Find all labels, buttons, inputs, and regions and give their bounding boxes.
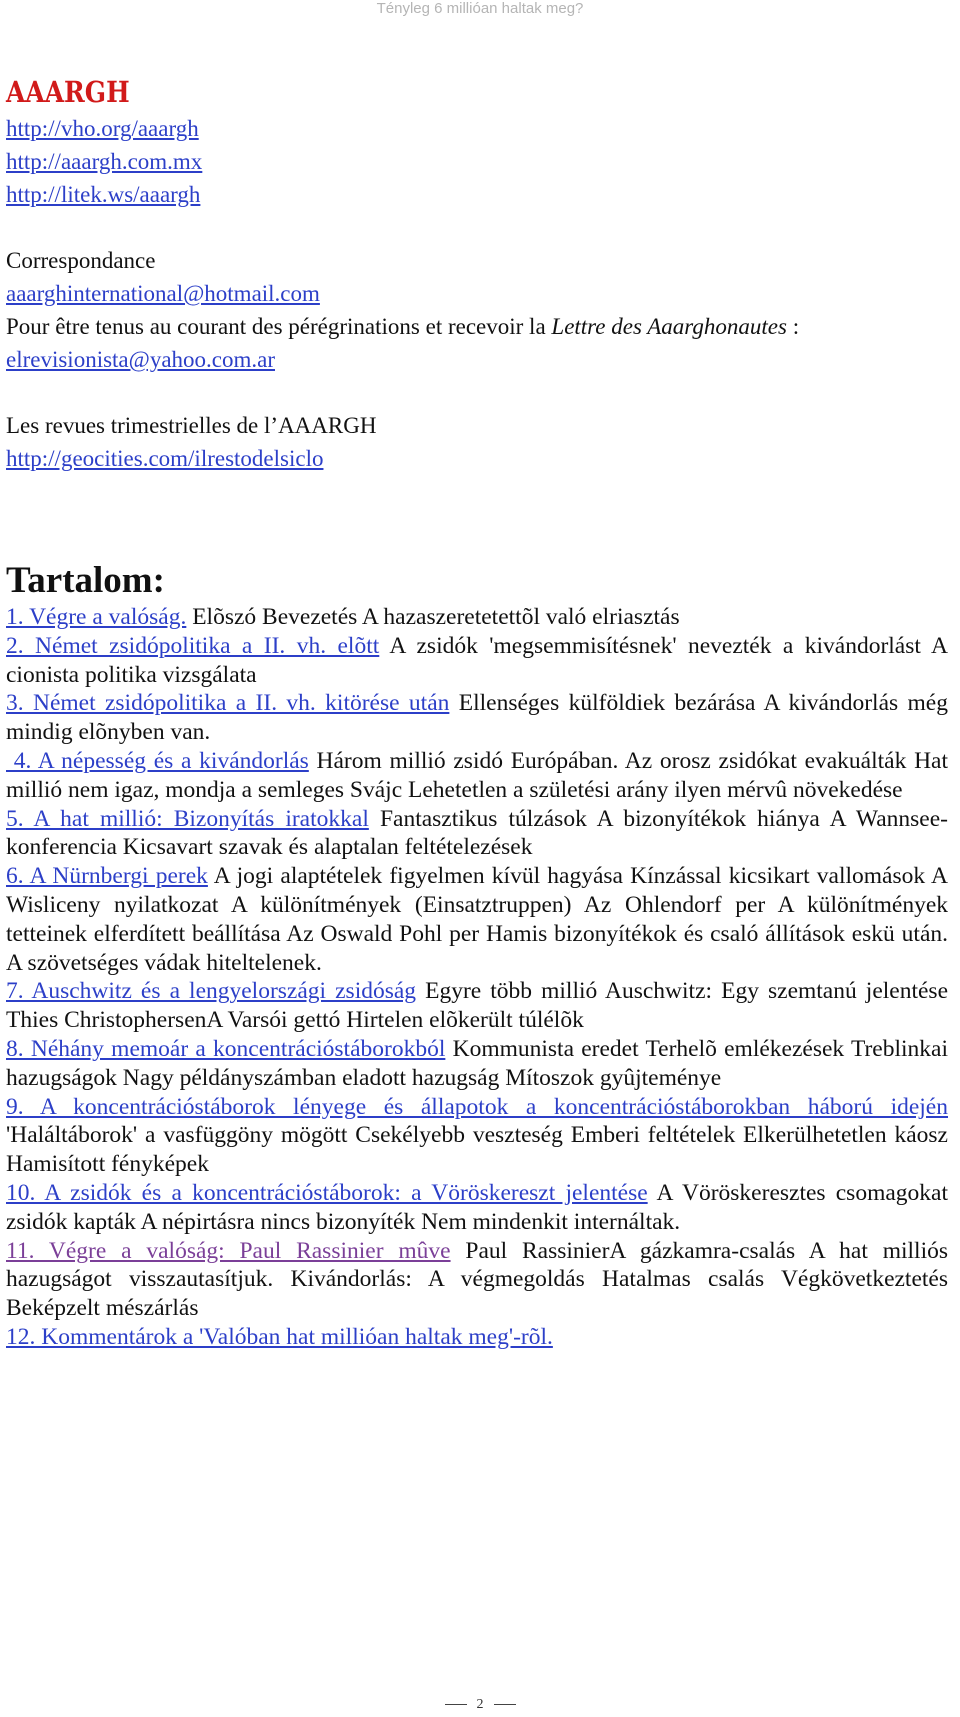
toc-text-3: Ellenséges külföldiek bezárása A kivándorlás még mindig elõnyben van. [6, 690, 948, 746]
brand-title [6, 72, 948, 112]
link-aaargh-mx[interactable]: http://aaargh.com.mx [6, 149, 203, 174]
toc-text-4: Három millió zsidó Európában. Az orosz zsidókat evakuálták Hat millió nem igaz, mondja a semleges Svájc Lehetetlen a születési arány ilyen mérvû növekedése [6, 747, 949, 803]
toc-text-11: Paul RassinierA gázkamra-csalás A hat milliós hazugságot visszautasítjuk. Kivándorlás: A végmegoldás Hatalmas csalás Végkövetkeztetés Beképzelt mészárlás [6, 1237, 948, 1322]
toc-entry-5 [6, 805, 948, 863]
toc-link-2[interactable]: 2. Német zsidópolitika a II. vh. elõtt [6, 632, 380, 659]
newsletter-text [6, 310, 948, 343]
toc-entry-12 [6, 1323, 948, 1352]
toc-link-5[interactable]: 5. A hat millió: Bizonyítás iratokkal [6, 805, 369, 832]
email-link-yahoo[interactable]: elrevisionista@yahoo.com.ar [6, 347, 275, 372]
toc-text-9: 'Haláltáborok' a vasfüggöny mögött Csekélyebb veszteség Emberi feltételek Elkerülhetetlen káosz Hamisított fényképek [6, 1122, 948, 1178]
toc-entry-1 [6, 603, 948, 632]
toc-link-10[interactable]: 10. A zsidók és a koncentrációstáborok: a Vöröskereszt jelentése [6, 1179, 648, 1206]
toc-text-10: A Vöröskeresztes csomagokat zsidók kapták A népirtásra nincs bizonyíték Nem mindenkit internáltak. [6, 1179, 948, 1235]
running-header: Tényleg 6 millióan haltak meg? [376, 0, 584, 17]
link-litek[interactable]: http://litek.ws/aaargh [6, 182, 201, 207]
toc-link-7[interactable]: 7. Auschwitz és a lengyelországi zsidóság [6, 978, 417, 1005]
toc-entry-10 [6, 1179, 948, 1237]
toc-link-11[interactable]: 11. Végre a valóság: Paul Rassinier mûve [6, 1237, 451, 1264]
newsletter-title: Lettre des Aaarghonautes [551, 314, 787, 339]
toc-link-12[interactable]: 12. Kommentárok a 'Valóban hat millióan haltak meg'-rõl. [6, 1323, 553, 1350]
page-number: 2 [476, 1697, 484, 1712]
toc-entry-2 [6, 632, 948, 690]
page-footer [0, 1697, 960, 1713]
toc-text-8: Kommunista eredet Terhelõ emlékezések Treblinkai hazugságok Nagy példányszámban eladott hazugság Mítoszok gyûjteménye [6, 1035, 948, 1091]
footer-dash-left [445, 1704, 467, 1705]
toc-text-2: A zsidók 'megsemmisítésnek' nevezték a kivándorlást A cionista politika vizsgálata [6, 632, 949, 688]
page-content [6, 72, 948, 1352]
toc-text-6: A jogi alaptételek figyelmen kívül hagyása Kínzással kicsikart vallomások A Wisliceny nyilatkozat A különítmények (Einsatztruppen) Az Ohlendorf per A különítmények tetteinek elferdített beállítása Az Oswald Pohl per Hamis bizonyítékok és csaló állítások eskü után. A szövetséges vádak hiteltelenek. [6, 863, 948, 976]
toc-entry-8 [6, 1035, 948, 1093]
email-link-hotmail[interactable]: aaarghinternational@hotmail.com [6, 281, 320, 306]
toc-entry-6 [6, 862, 948, 977]
link-vho[interactable]: http://vho.org/aaargh [6, 116, 199, 141]
toc-text-5: Fantasztikus túlzások A bizonyítékok hiánya A Wannsee-konferencia Kicsavart szavak és alaptalan feltételezések [6, 805, 948, 861]
toc-entry-7 [6, 977, 948, 1035]
toc-text-1: Elõszó Bevezetés A hazaszeretetettõl való elriasztás [186, 604, 680, 630]
toc-list [6, 603, 948, 1352]
toc-link-6[interactable]: 6. A Nürnbergi perek [6, 863, 208, 890]
toc-entry-11 [6, 1237, 948, 1323]
newsletter-after: : [786, 314, 800, 339]
toc-heading: Tartalom: [6, 560, 165, 601]
revues-label: Les revues trimestrielles de l’AAARGH [6, 413, 377, 438]
footer-dash-right [494, 1704, 516, 1705]
brand-text: AAARGH [6, 75, 130, 109]
link-geocities[interactable]: http://geocities.com/ilrestodelsiclo [6, 446, 324, 471]
toc-link-4[interactable]: 4. A népesség és a kivándorlás [6, 747, 309, 774]
toc-entry-9 [6, 1093, 948, 1179]
toc-link-9[interactable]: 9. A koncentrációstáborok lényege és állapotok a koncentrációstáborokban háború idején [6, 1093, 948, 1120]
toc-link-8[interactable]: 8. Néhány memoár a koncentrációstáborokból [6, 1035, 446, 1062]
toc-entry-3 [6, 689, 948, 747]
correspondance-label: Correspondance [6, 248, 156, 273]
toc-entry-4 [6, 747, 948, 805]
newsletter-before: Pour être tenus au courant des pérégrinations et recevoir la [6, 314, 552, 339]
toc-text-7: Egyre több millió Auschwitz: Egy szemtanú jelentése Thies ChristophersenA Varsói gettó Hirtelen elõkerült túlélõk [6, 978, 948, 1034]
toc-link-3[interactable]: 3. Német zsidópolitika a II. vh. kitörése után [6, 690, 450, 717]
toc-link-1[interactable]: 1. Végre a valóság. [6, 604, 187, 630]
